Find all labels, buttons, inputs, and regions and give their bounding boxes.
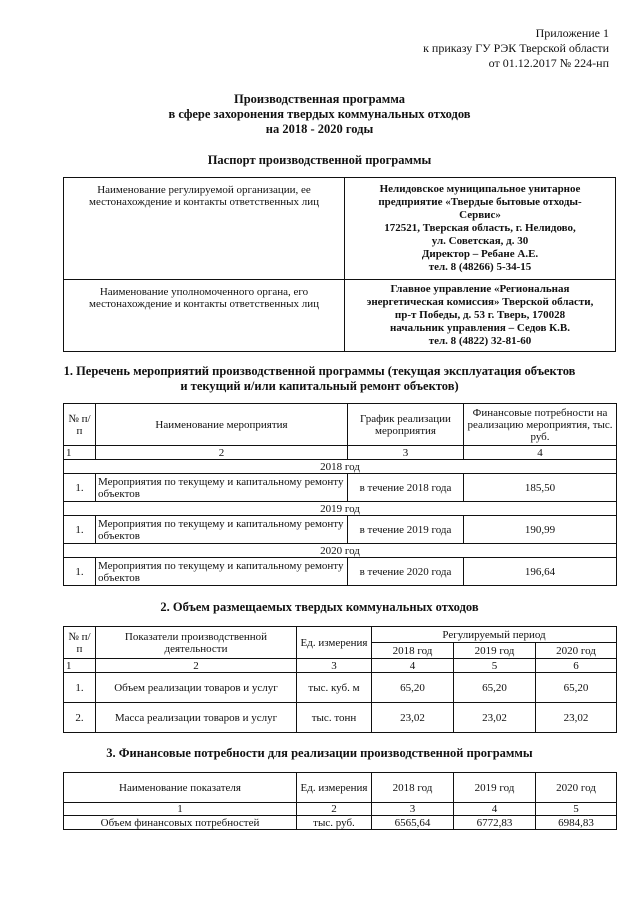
section3-heading: 3. Финансовые потребности для реализации производственной программы [106, 746, 533, 760]
authority-line: тел. 8 (4822) 32-81-60 [428, 335, 532, 347]
year-row [64, 544, 617, 558]
section1-heading [0, 364, 639, 394]
authority-line: начальник управления – Седов К.В. [390, 322, 570, 334]
org-line: Нелидовское муниципальное унитарное [379, 183, 581, 195]
activity-schedule: в течение 2019 года [348, 516, 464, 544]
passport-value-organization [345, 178, 616, 280]
activity-schedule: в течение 2018 года [348, 474, 464, 502]
col-num: 2 [96, 659, 297, 673]
row-value: 23,02 [454, 703, 536, 733]
activity-value: 196,64 [464, 558, 617, 586]
year-row [64, 502, 617, 516]
title-line-2: в сфере захоронения твердых коммунальных отходов [168, 107, 471, 121]
header-unit: Ед. измерения [297, 627, 372, 659]
activity-schedule: в течение 2020 года [348, 558, 464, 586]
row-unit: тыс. тонн [297, 703, 372, 733]
section2-heading: 2. Объем размещаемых твердых коммунальных отходов [160, 600, 479, 614]
volume-header-row-1 [64, 627, 617, 643]
activity-num: 1. [64, 558, 96, 586]
col-num: 3 [297, 659, 372, 673]
activity-name: Мероприятия по текущему и капитальному ремонту объектов [96, 474, 348, 502]
passport-row-organization [64, 178, 616, 280]
org-line: 172521, Тверская область, г. Нелидово, [384, 222, 576, 234]
column-numbers-row [64, 803, 617, 816]
section1-heading-line-1: 1. Перечень мероприятий производственной программы (текущая эксплуатация объектов [63, 364, 576, 378]
org-line: тел. 8 (48266) 5-34-15 [428, 261, 532, 273]
passport-row-authority [64, 280, 616, 352]
passport-heading: Паспорт производственной программы [207, 153, 432, 167]
activity-row [64, 558, 617, 586]
row-value: 65,20 [454, 673, 536, 703]
header-num: № п/п [64, 404, 96, 446]
header-year: 2020 год [536, 773, 617, 803]
appendix-line-1: Приложение 1 [535, 26, 609, 40]
row-value: 65,20 [372, 673, 454, 703]
header-year: 2019 год [454, 773, 536, 803]
col-num: 2 [297, 803, 372, 816]
authority-line: пр-т Победы, д. 53 г. Тверь, 170028 [394, 309, 566, 321]
document-title [0, 92, 639, 137]
header-schedule: График реализации мероприятия [348, 404, 464, 446]
row-num: 2. [64, 703, 96, 733]
row-value: 65,20 [536, 673, 617, 703]
header-unit: Ед. измерения [297, 773, 372, 803]
volume-table [63, 626, 617, 733]
appendix-line-3: от 01.12.2017 № 224-нп [488, 56, 609, 70]
column-numbers-row [64, 659, 617, 673]
activities-header-row [64, 404, 617, 446]
passport-label-authority: Наименование уполномоченного органа, его местонахождение и контакты ответственных лиц [64, 280, 345, 352]
org-line: ул. Советская, д. 30 [431, 235, 529, 247]
header-activity-name: Наименование мероприятия [96, 404, 348, 446]
col-num: 4 [464, 446, 617, 460]
row-indicator: Объем финансовых потребностей [64, 816, 297, 830]
activity-row [64, 516, 617, 544]
row-value: 23,02 [536, 703, 617, 733]
org-line: предприятие «Твердые бытовые отходы- [378, 196, 582, 208]
year-label: 2019 год [64, 502, 617, 516]
row-value: 6565,64 [372, 816, 454, 830]
col-num: 3 [372, 803, 454, 816]
authority-line: Главное управление «Региональная [390, 283, 570, 295]
col-num: 6 [536, 659, 617, 673]
year-label: 2020 год [64, 544, 617, 558]
org-line: Директор – Ребане А.Е. [421, 248, 539, 260]
row-unit: тыс. руб. [297, 816, 372, 830]
row-value: 6984,83 [536, 816, 617, 830]
row-value: 6772,83 [454, 816, 536, 830]
col-num: 2 [96, 446, 348, 460]
row-num: 1. [64, 673, 96, 703]
activity-name: Мероприятия по текущему и капитальному ремонту объектов [96, 558, 348, 586]
col-num: 4 [454, 803, 536, 816]
passport-label-organization: Наименование регулируемой организации, ее местонахождение и контакты ответственных лиц [64, 178, 345, 280]
header-year: 2019 год [454, 643, 536, 659]
header-year: 2018 год [372, 643, 454, 659]
col-num: 1 [64, 803, 297, 816]
header-finance: Финансовые потребности на реализацию мероприятия, тыс. руб. [464, 404, 617, 446]
row-indicator: Масса реализации товаров и услуг [96, 703, 297, 733]
appendix-line-2: к приказу ГУ РЭК Тверской области [423, 41, 609, 55]
volume-row [64, 703, 617, 733]
year-label: 2018 год [64, 460, 617, 474]
finance-row [64, 816, 617, 830]
volume-row [64, 673, 617, 703]
activity-name: Мероприятия по текущему и капитальному ремонту объектов [96, 516, 348, 544]
header-period: Регулируемый период [372, 627, 617, 643]
title-line-1: Производственная программа [233, 92, 406, 106]
column-numbers-row [64, 446, 617, 460]
section1-heading-line-2: и текущий и/или капитальный ремонт объектов) [180, 379, 459, 393]
activity-num: 1. [64, 474, 96, 502]
org-line: Сервис» [459, 209, 501, 221]
header-indicator: Показатели производственной деятельности [96, 627, 297, 659]
col-num: 1 [64, 446, 96, 460]
authority-line: энергетическая комиссия» Тверской области, [366, 296, 594, 308]
finance-table [63, 772, 617, 830]
activity-row [64, 474, 617, 502]
col-num: 3 [348, 446, 464, 460]
row-indicator: Объем реализации товаров и услуг [96, 673, 297, 703]
header-year: 2020 год [536, 643, 617, 659]
activity-value: 185,50 [464, 474, 617, 502]
col-num: 5 [454, 659, 536, 673]
passport-table [63, 177, 616, 352]
col-num: 5 [536, 803, 617, 816]
col-num: 1 [64, 659, 96, 673]
passport-value-authority [345, 280, 616, 352]
year-row [64, 460, 617, 474]
header-year: 2018 год [372, 773, 454, 803]
activity-value: 190,99 [464, 516, 617, 544]
activities-table [63, 403, 617, 586]
title-line-3: на 2018 - 2020 годы [265, 122, 374, 136]
header-indicator: Наименование показателя [64, 773, 297, 803]
finance-header-row [64, 773, 617, 803]
row-unit: тыс. куб. м [297, 673, 372, 703]
row-value: 23,02 [372, 703, 454, 733]
activity-num: 1. [64, 516, 96, 544]
appendix-note [423, 26, 609, 71]
header-num: № п/п [64, 627, 96, 659]
col-num: 4 [372, 659, 454, 673]
